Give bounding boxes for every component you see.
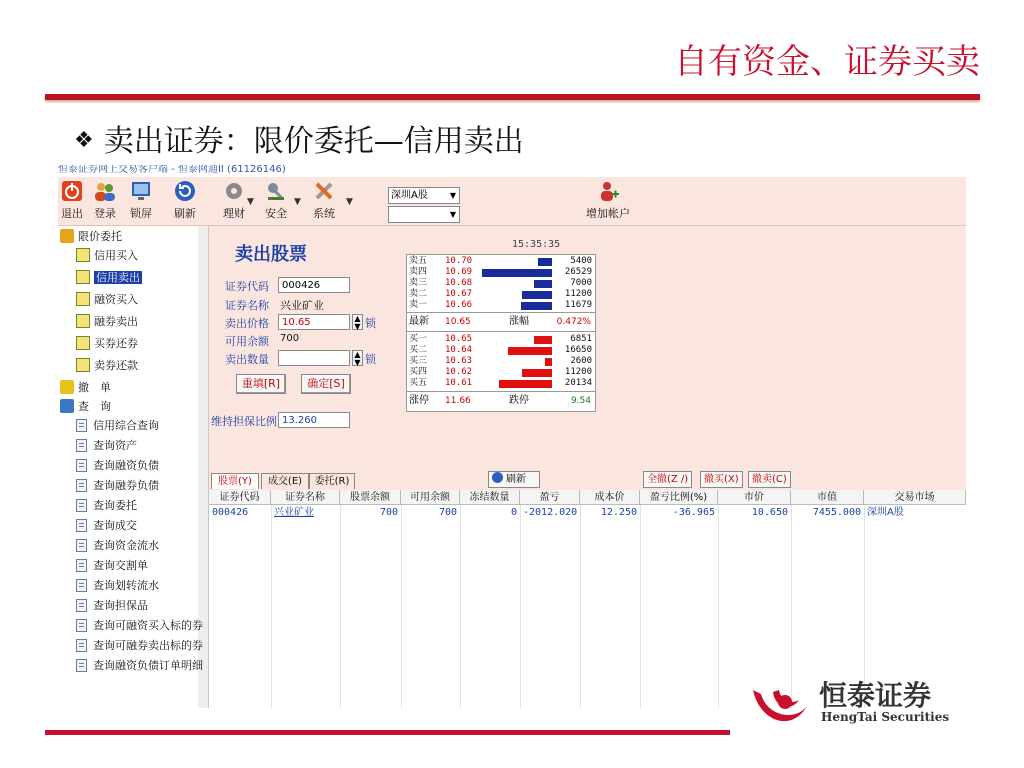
sidebar-item-2-11[interactable] (76, 637, 203, 655)
sidebar-item-2-7[interactable] (76, 557, 148, 575)
price-label: 卖出价格 (225, 317, 269, 330)
sidebar-item-label: 查询融券负债 (93, 479, 159, 492)
slide-title: 自有资金、证券买卖 (674, 42, 980, 82)
document-icon (76, 579, 87, 592)
ask-volume: 11679 (564, 300, 592, 310)
chevron-down-icon: ▼ (449, 191, 456, 200)
security-button[interactable]: 安全 (258, 179, 294, 221)
edit-document-icon (76, 248, 90, 262)
document-icon (76, 559, 87, 572)
bid-volume: 16650 (564, 345, 592, 355)
bid-volume-bar (499, 380, 552, 388)
ratio-value: 13.260 (278, 412, 350, 428)
sidebar-item-label: 查询委托 (93, 499, 137, 512)
sidebar-item-2-12[interactable] (76, 657, 203, 675)
sidebar-item-2-3[interactable] (76, 477, 159, 495)
slide-subtitle (74, 116, 524, 160)
table-cell[interactable]: 700 (438, 507, 457, 518)
sidebar-item-label: 查询融资负债订单明细 (93, 659, 203, 672)
ask-price: 10.66 (445, 300, 473, 310)
limit-down-label: 跌停 (509, 395, 529, 406)
grid-header-7[interactable]: 盈亏比例(%) (640, 490, 718, 505)
ask-volume-bar (482, 269, 552, 277)
document-icon (76, 639, 87, 652)
ask-volume: 7000 (570, 278, 592, 288)
system-dropdown-icon[interactable]: ▼ (346, 197, 353, 207)
ask-volume-bar (522, 291, 552, 299)
folder-icon (60, 229, 74, 243)
code-input[interactable]: 000426 (278, 277, 350, 293)
bid-price: 10.61 (445, 378, 473, 388)
logo-en-text: HengTai Securities (821, 710, 950, 724)
ask-row-0 (407, 256, 595, 267)
price-stepper[interactable]: ▲ ▼ (352, 314, 363, 330)
bullet-diamond-icon: ❖ (74, 128, 94, 153)
bid-volume: 2600 (570, 356, 592, 366)
quantity-label: 卖出数量 (225, 353, 269, 366)
limit-line (409, 394, 593, 408)
price-input[interactable]: 10.65 (278, 314, 350, 330)
edit-document-icon (76, 314, 90, 328)
grid-column-divider (640, 505, 641, 708)
grid-column-divider (271, 505, 272, 708)
grid-column-divider (718, 505, 719, 708)
sidebar-item-0-2[interactable] (76, 291, 138, 309)
sidebar-item-0-1[interactable] (76, 269, 142, 287)
header-rule (45, 94, 980, 100)
sidebar-item-label: 信用买入 (94, 249, 138, 262)
ask-price: 10.67 (445, 289, 473, 299)
security-dropdown-icon[interactable]: ▼ (294, 197, 301, 207)
tab-2[interactable]: 委托(R) (309, 473, 355, 489)
bid-volume-bar (508, 347, 552, 355)
sidebar-item-0-4[interactable] (76, 335, 138, 353)
ask-row-4 (407, 300, 595, 311)
available-label: 可用余额 (225, 335, 269, 348)
footer-rule (45, 730, 730, 735)
bid-volume: 20134 (564, 378, 592, 388)
ask-volume-bar (534, 280, 552, 288)
bid-volume-bar (545, 358, 552, 366)
edit-document-icon (76, 358, 90, 372)
ask-volume: 5400 (570, 256, 592, 266)
bid-volume-bar (534, 336, 552, 344)
grid-column-divider (401, 505, 402, 708)
ask-label: 卖三 (409, 278, 428, 288)
cancel-sell-button[interactable]: 撤卖(C) (748, 471, 791, 488)
document-icon (76, 519, 87, 532)
quantity-stepper[interactable]: ▲ ▼ (352, 350, 363, 366)
sidebar-item-2-8[interactable] (76, 577, 159, 595)
gear-icon (222, 179, 246, 203)
grid-header-10[interactable]: 交易市场 (864, 490, 966, 505)
key-icon (264, 179, 288, 203)
table-cell[interactable]: 兴业矿业 (274, 507, 314, 518)
ask-label: 卖五 (409, 256, 428, 266)
add-user-icon (596, 179, 620, 203)
last-price-line (409, 315, 593, 329)
name-value: 兴业矿业 (280, 299, 324, 312)
grid-column-divider (340, 505, 341, 708)
ask-volume: 26529 (564, 267, 592, 277)
ask-price: 10.70 (445, 256, 473, 266)
bid-label: 买一 (409, 334, 428, 344)
quote-box (406, 254, 596, 412)
ask-label: 卖四 (409, 267, 428, 277)
users-icon (93, 179, 117, 203)
bid-price: 10.63 (445, 356, 473, 366)
sidebar-item-label: 融券卖出 (94, 315, 138, 328)
grid-header-1[interactable]: 证券名称 (271, 490, 340, 505)
finance-dropdown-icon[interactable]: ▼ (247, 197, 254, 207)
available-value: 700 (280, 333, 300, 344)
edit-document-icon (76, 270, 90, 284)
login-button[interactable]: 登录 (90, 179, 120, 221)
grid-column-divider (520, 505, 521, 708)
sidebar-item-label: 融资买入 (94, 293, 138, 306)
exit-button[interactable]: 退出 (60, 179, 84, 221)
bid-row-1 (407, 345, 595, 356)
bid-row-4 (407, 378, 595, 389)
last-label: 最新 (409, 316, 429, 327)
sidebar-item-label: 查询交割单 (93, 559, 148, 572)
sidebar-item-2-0[interactable] (76, 417, 159, 435)
bid-price: 10.62 (445, 367, 473, 377)
sidebar-item-label: 查询成交 (93, 519, 137, 532)
order-title: 卖出股票 (235, 244, 307, 265)
price-lock-label[interactable]: 锁 (365, 317, 376, 330)
document-icon (76, 659, 87, 672)
edit-document-icon (76, 336, 90, 350)
sidebar-item-2-5[interactable] (76, 517, 137, 535)
name-label: 证券名称 (225, 299, 269, 312)
sidebar-item-2-9[interactable] (76, 597, 148, 615)
subtitle-text: 卖出证券：限价委托—信用卖出 (103, 124, 524, 159)
table-cell[interactable]: 深圳A股 (867, 507, 904, 518)
bid-volume-bar (522, 369, 552, 377)
sidebar-item-0-0[interactable] (76, 247, 138, 265)
sidebar-item-label: 查询资产 (93, 439, 137, 452)
table-cell[interactable]: 000426 (212, 507, 249, 518)
grid-header-3[interactable]: 可用余额 (401, 490, 460, 505)
bid-price: 10.64 (445, 345, 473, 355)
table-cell[interactable]: 700 (379, 507, 398, 518)
limit-up-label: 涨停 (409, 395, 429, 406)
refresh-button[interactable]: 刷新 (170, 179, 200, 221)
sidebar-item-label: 买券还券 (94, 337, 138, 350)
cancel-buy-button[interactable]: 撤买(X) (700, 471, 743, 488)
sidebar-item-0-5[interactable] (76, 357, 138, 375)
sidebar-item-2-2[interactable] (76, 457, 159, 475)
table-cell[interactable]: 10.650 (751, 507, 788, 518)
edit-document-icon (76, 292, 90, 306)
table-cell[interactable]: 0 (510, 507, 517, 518)
document-icon (76, 439, 87, 452)
change-value: 0.472% (556, 317, 591, 327)
ask-volume-bar (538, 258, 552, 266)
sidebar-item-label: 查询资金流水 (93, 539, 159, 552)
bid-row-3 (407, 367, 595, 378)
grid-column-divider (580, 505, 581, 708)
cancel-all-button[interactable]: 全撤(Z /) (643, 471, 692, 488)
grid-header-0[interactable]: 证券代码 (209, 490, 271, 505)
sidebar-group-2[interactable] (60, 398, 111, 416)
quote-separator (407, 391, 595, 392)
ask-volume-bar (521, 302, 552, 310)
ask-price: 10.69 (445, 267, 473, 277)
ask-label: 卖二 (409, 289, 428, 299)
grid-header-8[interactable]: 市价 (718, 490, 791, 505)
toolbar (58, 177, 966, 226)
ask-label: 卖一 (409, 300, 428, 310)
ask-price: 10.68 (445, 278, 473, 288)
sidebar-item-label: 查询融资负债 (93, 459, 159, 472)
quote-separator (407, 331, 595, 332)
grid-header-6[interactable]: 成本价 (580, 490, 640, 505)
sidebar-tree (58, 226, 209, 708)
sidebar-group-1[interactable] (60, 379, 111, 397)
grid-header-9[interactable]: 市值 (791, 490, 864, 505)
grid-column-divider (460, 505, 461, 708)
sidebar-item-0-3[interactable] (76, 313, 138, 331)
sidebar-item-label: 卖券还款 (94, 359, 138, 372)
sidebar-item-label: 查询可融资买入标的券 (93, 619, 203, 632)
sidebar-group-0[interactable] (60, 228, 122, 246)
tab-0[interactable]: 股票(Y) (211, 473, 259, 489)
bid-label: 买四 (409, 367, 428, 377)
code-label: 证券代码 (225, 280, 269, 293)
ask-row-1 (407, 267, 595, 278)
system-button[interactable]: 系统 (304, 179, 344, 221)
order-panel (209, 226, 966, 708)
bid-label: 买三 (409, 356, 428, 366)
quantity-lock-label[interactable]: 锁 (365, 353, 376, 366)
sidebar-group-label: 限价委托 (78, 230, 122, 243)
document-icon (76, 459, 87, 472)
table-cell[interactable]: -36.965 (672, 507, 715, 518)
document-icon (76, 539, 87, 552)
bid-price: 10.65 (445, 334, 473, 344)
document-icon (76, 599, 87, 612)
add-account-button[interactable]: 增加帐户 (586, 179, 630, 221)
grid-header-2[interactable]: 股票余额 (340, 490, 401, 505)
hand-icon (60, 380, 74, 394)
sidebar-item-label: 查询划转流水 (93, 579, 159, 592)
grid-refresh-button[interactable]: 刷新 (488, 471, 540, 488)
quote-separator (407, 312, 595, 313)
table-cell[interactable]: 12.250 (600, 507, 637, 518)
tab-1[interactable]: 成交(E) (261, 473, 309, 489)
monitor-icon (129, 179, 153, 203)
document-icon (76, 479, 87, 492)
sidebar-item-label: 查询担保品 (93, 599, 148, 612)
grid-header-5[interactable]: 盈亏 (520, 490, 580, 505)
sidebar-item-label: 信用卖出 (96, 271, 140, 284)
bid-label: 买二 (409, 345, 428, 355)
refresh-icon (492, 472, 503, 483)
sidebar-item-label: 查询可融券卖出标的券 (93, 639, 203, 652)
table-cell[interactable]: -2012.020 (523, 507, 578, 518)
document-icon (76, 419, 87, 432)
sidebar-item-2-10[interactable] (76, 617, 203, 635)
document-icon (76, 499, 87, 512)
sidebar-item-2-1[interactable] (76, 437, 137, 455)
tools-icon (312, 179, 336, 203)
limit-up-value: 11.66 (445, 396, 471, 406)
table-cell[interactable]: 7455.000 (812, 507, 861, 518)
refresh-icon (173, 179, 197, 203)
bid-row-0 (407, 334, 595, 345)
finance-button[interactable]: 理财 (221, 179, 247, 221)
ask-row-2 (407, 278, 595, 289)
search-folder-icon (60, 399, 74, 413)
quantity-input[interactable] (278, 350, 350, 366)
ask-volume: 11200 (564, 289, 592, 299)
trading-app-window (58, 165, 966, 708)
reset-button[interactable]: 重填[R] (236, 374, 286, 394)
sidebar-item-label: 信用综合查询 (93, 419, 159, 432)
bid-volume: 11200 (564, 367, 592, 377)
last-price: 10.65 (445, 317, 471, 327)
power-icon (60, 179, 84, 203)
bid-row-2 (407, 356, 595, 367)
window-titlebar: 恒泰证券网上交易客户端 - 恒泰网通II (61126146) (58, 165, 966, 177)
chevron-down-icon: ▼ (449, 210, 456, 219)
confirm-button[interactable]: 确定[S] (301, 374, 351, 394)
sidebar-item-2-4[interactable] (76, 497, 137, 515)
bid-label: 买五 (409, 378, 428, 388)
market-select[interactable]: 深圳A股 ▼ (388, 187, 460, 204)
logo-cn-text: 恒泰证券 (819, 679, 932, 712)
hengtai-logo (745, 672, 970, 732)
grid-header-4[interactable]: 冻结数量 (460, 490, 520, 505)
market-select-secondary[interactable] (388, 206, 460, 223)
sidebar-group-label: 查 询 (78, 400, 111, 413)
sidebar-scrollbar[interactable] (198, 226, 208, 708)
limit-down-value: 9.54 (570, 396, 591, 406)
sidebar-group-label: 撤 单 (78, 381, 111, 394)
change-label: 涨幅 (509, 316, 529, 327)
quote-time: 15:35:35 (512, 239, 561, 250)
lock-screen-button[interactable]: 锁屏 (126, 179, 156, 221)
ratio-label: 维持担保比例 (211, 415, 277, 428)
sidebar-item-2-6[interactable] (76, 537, 159, 555)
ask-row-3 (407, 289, 595, 300)
bid-volume: 6851 (570, 334, 592, 344)
document-icon (76, 619, 87, 632)
